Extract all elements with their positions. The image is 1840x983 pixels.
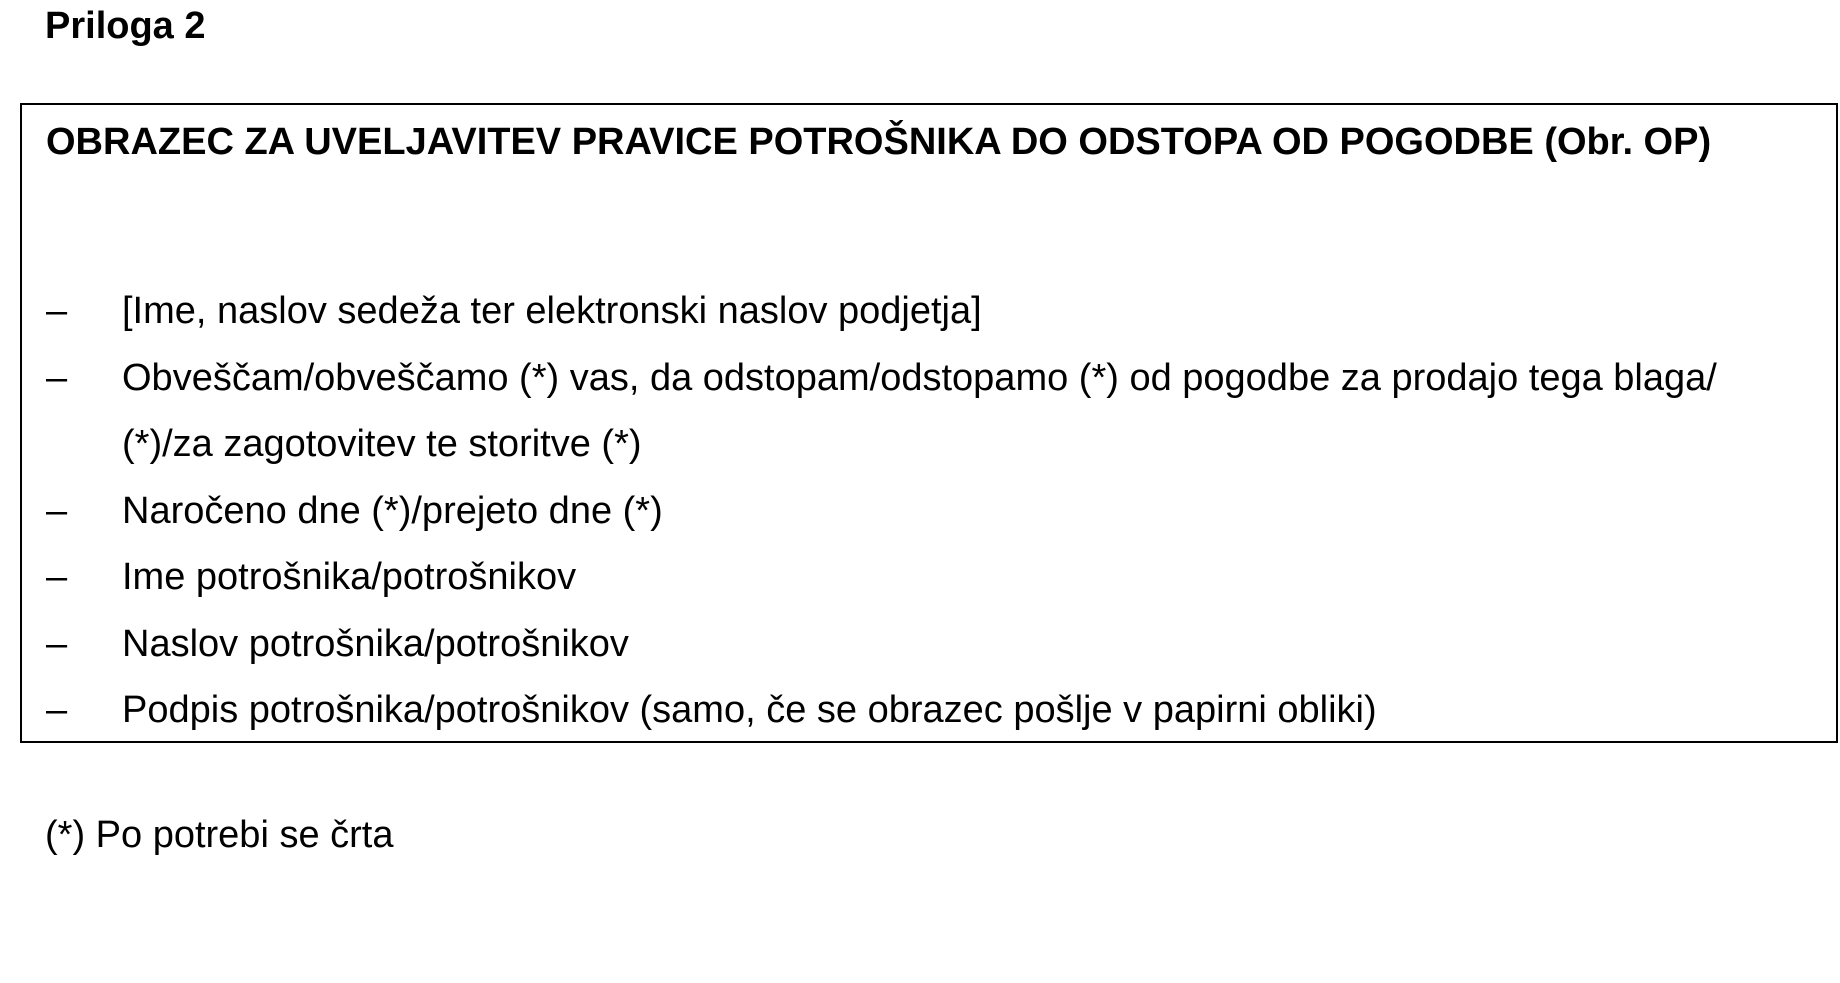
- dash-bullet: –: [46, 290, 68, 332]
- list-item: [46, 478, 1806, 545]
- order-date-field: Naročeno dne (*)/prejeto dne (*): [122, 489, 663, 532]
- list-item: [46, 677, 1806, 744]
- consumer-signature-field: Podpis potrošnika/potrošnikov (samo, če se obrazec pošlje v papirni obliki): [122, 689, 1377, 731]
- annex-label: Priloga 2: [45, 5, 206, 47]
- dash-bullet: –: [46, 622, 68, 665]
- withdrawal-form-box: [20, 103, 1838, 743]
- consumer-name-field: Ime potrošnika/potrošnikov: [122, 556, 577, 598]
- dash-bullet: –: [46, 489, 68, 532]
- footnote: (*) Po potrebi se črta: [45, 814, 394, 856]
- dash-bullet: –: [46, 556, 68, 598]
- withdrawal-notice-field: Obveščam/obveščamo (*) vas, da odstopam/odstopamo (*) od pogodbe za prodajo tega blaga/ (*)/za zagotovitev te storitve (*): [122, 356, 1717, 465]
- company-details-field: [Ime, naslov sedeža ter elektronski naslov podjetja]: [122, 290, 982, 332]
- list-item: [46, 544, 1806, 611]
- list-item: [46, 345, 1806, 478]
- dash-bullet: –: [46, 689, 68, 731]
- consumer-address-field: Naslov potrošnika/potrošnikov: [122, 622, 629, 665]
- form-title: OBRAZEC ZA UVELJAVITEV PRAVICE POTROŠNIKA DO ODSTOPA OD POGODBE (Obr. OP): [46, 121, 1712, 163]
- list-item: [46, 611, 1806, 678]
- dash-bullet: –: [46, 356, 68, 399]
- list-item: [46, 278, 1806, 345]
- form-field-list: [46, 278, 1806, 744]
